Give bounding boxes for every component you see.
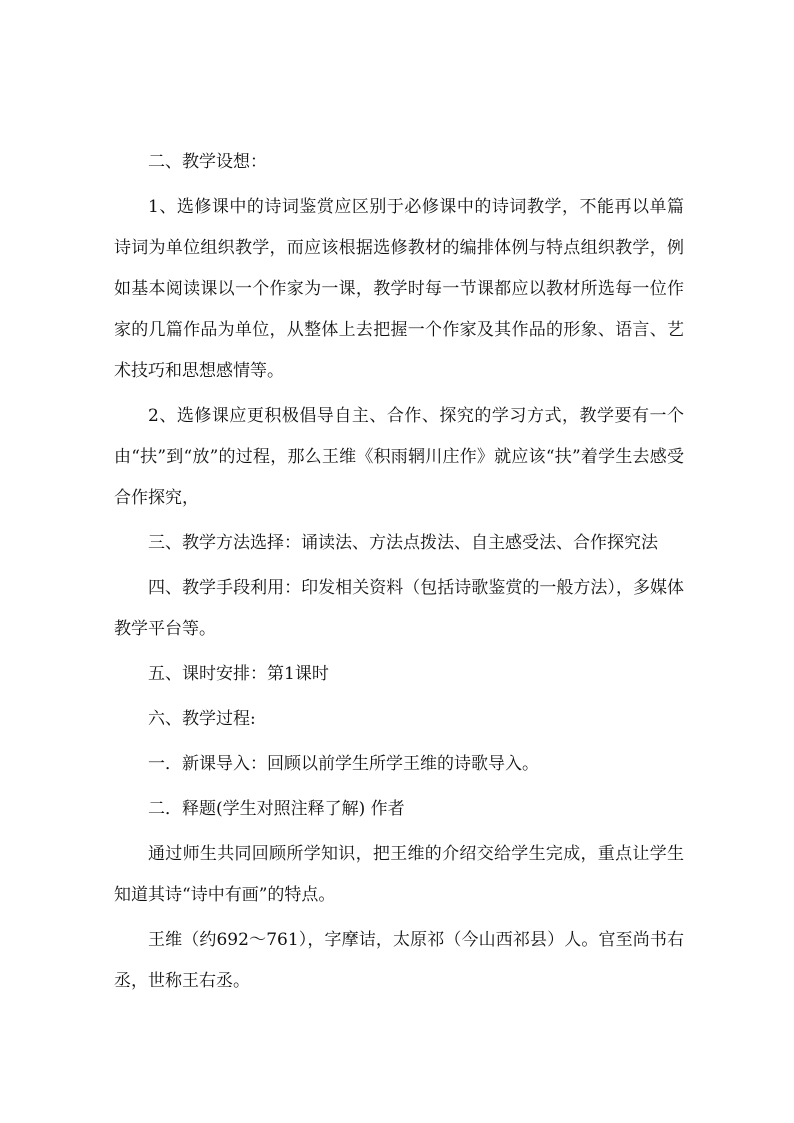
paragraph-idea-1: 1、选修课中的诗词鉴赏应区别于必修课中的诗词教学，不能再以单篇诗词为单位组织教学，而应该根据选修教材的编排体例与特点组织教学，例如基本阅读课以一个作家为一课，教学时每一节课都应以教材所选每一位作家的几篇作品为单位，从整体上去把握一个作家及其作品的形象、语言、艺术技巧和思想感情等。: [114, 197, 684, 381]
paragraph-teaching-means: 四、教学手段利用：印发相关资料（包括诗歌鉴赏的一般方法），多媒体教学平台等。: [114, 578, 684, 639]
document-body: [114, 142, 684, 1006]
paragraph-class-schedule: 五、课时安排：第1课时: [148, 664, 329, 684]
paragraph-author-bio: 王维（约692～761），字摩诘，太原祁（今山西祁县）人。官至尚书右丞，世称王右丞。: [114, 930, 684, 991]
section-heading-teaching-process: 六、教学过程:: [148, 709, 256, 729]
paragraph-idea-2: 2、选修课应更积极倡导自主、合作、探究的学习方式，教学要有一个由“扶”到“放”的过程，那么王维《积雨辋川庄作》就应该“扶”着学生去感受合作探究，: [114, 406, 684, 508]
paragraph-teaching-methods: 三、教学方法选择：诵读法、方法点拨法、自主感受法、合作探究法: [148, 533, 658, 553]
paragraph-title-explanation: 二．释题(学生对照注释了解) 作者: [148, 799, 405, 819]
paragraph-lesson-intro: 一．新课导入：回顾以前学生所学王维的诗歌导入。: [148, 754, 539, 774]
section-heading-teaching-ideas: 二、教学设想：: [148, 152, 267, 172]
paragraph-review-knowledge: 通过师生共同回顾所学知识，把王维的介绍交给学生完成，重点让学生知道其诗“诗中有画”的特点。: [114, 844, 684, 905]
